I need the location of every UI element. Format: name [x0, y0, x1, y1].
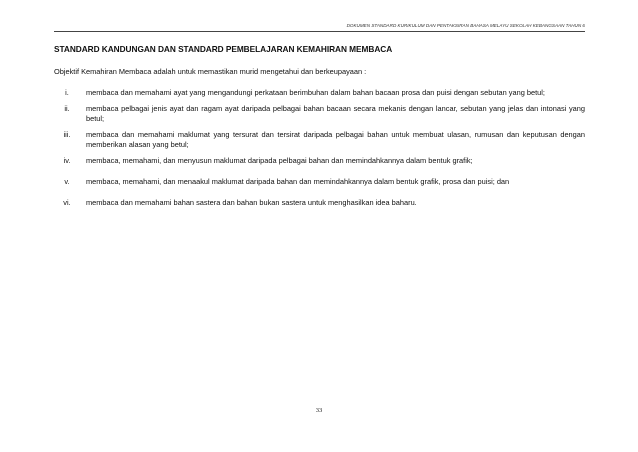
- list-item-number: ii.: [64, 104, 70, 113]
- list-item-number: iv.: [63, 156, 71, 165]
- list-item-text: membaca dan memahami maklumat yang tersurat dan tersirat daripada pelbagai bahan untuk membuat ulasan, rumusan dan keputusan dengan memberikan alasan yang betul;: [86, 130, 585, 149]
- objective-text: Objektif Kemahiran Membaca adalah untuk memastikan murid mengetahui dan berkeupayaan :: [54, 67, 367, 76]
- header-divider: [54, 31, 585, 32]
- list-item-text: membaca, memahami, dan menaakul maklumat daripada bahan dan memindahkannya dalam bentuk grafik, prosa dan puisi; dan: [86, 177, 510, 186]
- objective-list: [54, 88, 585, 208]
- list-item: [54, 104, 585, 124]
- list-item: [54, 130, 585, 150]
- list-item-text: membaca, memahami, dan menyusun maklumat daripada pelbagai bahan dan memindahkannya dalam bentuk grafik;: [86, 156, 473, 165]
- list-item-text: membaca dan memahami bahan sastera dan bahan bukan sastera untuk menghasilkan idea baharu.: [86, 198, 417, 207]
- list-item-number: v.: [64, 177, 70, 186]
- list-item: [54, 177, 585, 187]
- running-header: DOKUMEN STANDARD KURIKULUM DAN PENTAKSIRAN BAHASA MELAYU SEKOLAH KEBANGSAAN TAHUN 6: [346, 23, 585, 28]
- page-number: 33: [315, 407, 323, 414]
- list-item: [54, 198, 585, 208]
- list-item-number: i.: [65, 88, 69, 97]
- list-item-number: iii.: [63, 130, 71, 139]
- list-item: [54, 88, 585, 98]
- list-item: [54, 156, 585, 166]
- section-title: STANDARD KANDUNGAN DAN STANDARD PEMBELAJARAN KEMAHIRAN MEMBACA: [54, 44, 393, 54]
- list-item-number: vi.: [63, 198, 71, 207]
- list-item-text: membaca dan memahami ayat yang mengandungi perkataan berimbuhan dalam bahan bacaan prosa dan puisi dengan sebutan yang betul;: [86, 88, 545, 97]
- list-item-text: membaca pelbagai jenis ayat dan ragam ayat daripada pelbagai bahan bacaan secara mekanis dengan lancar, sebutan yang jelas dan intonasi yang betul;: [86, 104, 585, 123]
